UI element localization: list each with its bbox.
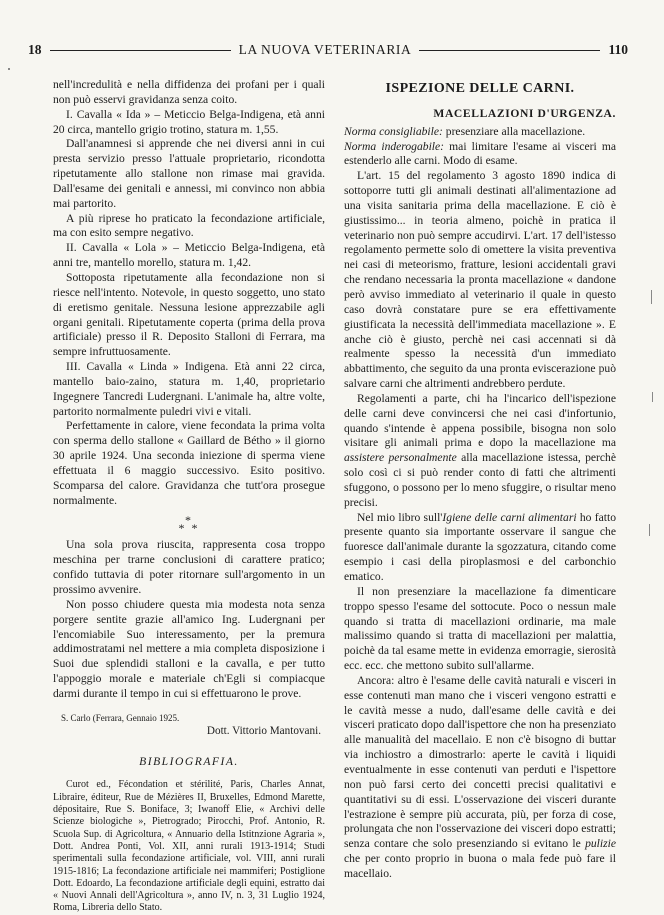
text-run: ho fatto presente quanto sia importante osservare il sangue che fuoresce dall'animale durante la sgozzatura, citando come esempio i casi della piroplasmosi e del carbonchio ematico.	[344, 510, 616, 583]
norma-consigliabile	[344, 125, 616, 140]
paragraph	[344, 392, 616, 511]
norma-text: presenziare alla macellazione.	[442, 124, 586, 138]
paragraph: Perfettamente in calore, viene fecondata la prima volta con sperma dello stallone « Gaillard de Bétho » il giorno 30 aprile 1924. Una seconda iniezione di sperma viene effettuata il 6 maggio successivo. Esito positivo. Scomparsa del calore. Gravidanza che tutt'ora prosegue normalmente.	[53, 419, 325, 507]
italic-run: pulizie	[585, 837, 616, 851]
section-title: ISPEZIONE DELLE CARNI.	[385, 81, 575, 96]
text-run: che per conto proprio in buona o mala fede può fare il macellaio.	[344, 852, 616, 880]
paragraph: II. Cavalla « Lola » – Meticcio Belga-Indigena, età anni tre, mantello morello, statura m. 1,42.	[53, 241, 325, 270]
paragraph: A più riprese ho praticato la fecondazione artificiale, ma con esito sempre negativo.	[53, 211, 325, 240]
header-rule-left	[50, 50, 231, 51]
section-separator: * * *	[178, 513, 200, 536]
dateline: S. Carlo (Ferrara, Gennaio 1925.	[61, 712, 180, 723]
paragraph: III. Cavalla « Linda » Indigena. Età anni 22 circa, mantello baio-zaino, statura m. 1,40, proprietario Ingegnere Tancredi Ludergnani. L'animale ha, altre volte, partorito normalmente puledri vivi e vitali.	[53, 360, 325, 418]
text-run: alla macellazione istessa, perchè solo così ci si può render conto di fatti che altrimenti sfuggono, o possono per lo meno sfuggire, o risultar meno precisi.	[344, 451, 617, 509]
scan-mark	[649, 524, 650, 536]
italic-run: assistere personalmente	[344, 451, 457, 465]
header-rule-right	[419, 50, 600, 51]
norma-inderogabile	[344, 140, 616, 170]
paragraph: Sottoposta ripetutamente alla fecondazione non si riesce nell'intento. Notevole, in questo soggetto, uno stato di eretismo genitale. Nessuna lesione apprezzabile agli organi genitali. Ripetutamente coperta (prima della prova artificiale) presso il R. Deposito Stalloni di Ferrara, ma sempre infruttuosamente.	[53, 270, 325, 359]
scan-mark	[8, 68, 10, 70]
paragraph	[344, 674, 616, 882]
paragraph: nell'incredulità e nella diffidenza dei profani per i quali non può esservi gravidanza senza coito.	[53, 78, 325, 106]
scan-mark	[652, 392, 653, 402]
left-column	[53, 78, 325, 915]
right-column	[344, 78, 616, 882]
bibliography-entry: Curot ed., Fécondation et stérilité, Paris, Charles Annat, Libraire, éditeur, Rue de Mézières II, Bruxelles, Edmond Marette, dépositaire, Rue S. Boniface, 3; Iwanoff Elie, « Archivi delle Scienze biologiche », Pietrogrado; Pirocchi, Prof. Antonio, R. Scuola Sup. di Agricoltura, « Annuario della Istitnzione Agraria », Dott. Andrea Ponti, Vol. XII, anni rurali 1913-1914; Studi sperimentali sulla fecondazione artificiale, vol. VIII, anni rurali 1915-1816; La fecondazione artificiale nei mammiferi; Postiglione Dott. Edoardo, La fecondazione artificiale degli equini, estratto dai « Nuovi Annali dell'Agricoltura », anno IV, n. 3, 31 Luglio 1924, Roma, Libreria dello Stato.	[53, 779, 325, 914]
bibliography-heading: BIBLIOGRAFIA.	[139, 754, 239, 768]
norma-label: Norma inderogabile:	[344, 139, 445, 153]
subsection-title: MACELLAZIONI D'URGENZA.	[433, 106, 616, 120]
page-number-right: 110	[608, 42, 628, 57]
author-signature: Dott. Vittorio Mantovani.	[206, 724, 321, 737]
running-header	[28, 40, 628, 60]
norma-text: mai limitare l'esame ai visceri ma estenderlo alle carni. Modo di esame.	[344, 139, 616, 168]
scan-mark	[651, 290, 652, 304]
paragraph: Il non presenziare la macellazione fa dimenticare troppo spesso l'esame del sottocute. Poco o nessun male quando si tratta di macellazioni ordinarie, ma male malissimo quando si tratta di macellazioni per malattia, poichè da tal esame mette in evidenza emorragie, sierosità ecc. ecc. che mettono subito sull'allarme.	[344, 584, 616, 673]
text-run: Ancora: altro è l'esame delle cavità naturali e visceri in esse contenuti man mano che i visceri vengono estratti e le cavità messe a nudo, dall'esame delle cavità e dei visceri praticato dopo dall'ispettore che non ha presenziato alle manualità del macellaio. E non c'è bisogno di buttar via inchiostro a dimostrarlo: aperte le cavità i liquidi eventualmente in esse contenuti van perduti e l'ispettore non può farsi certo dei concetti precisi qualitativi e quantitativi su di essi. L'osservazione dei visceri durante l'estrazione è sempre più accurata, più, per forza di cose, prolungata che non l'osservazione dei visceri dopo estratti; senza contare che solo presenziando si evitano le	[344, 673, 616, 851]
journal-title: LA NUOVA VETERINARIA	[238, 42, 412, 57]
text-run: Nel mio libro sull'	[357, 510, 443, 524]
paragraph: L'art. 15 del regolamento 3 agosto 1890 indica di sottoporre tutti gli animali destinati all'alimentazione ad una visita sanitaria prima della macellazione. E ciò è giustissimo... in teoria almeno, poichè in pratica il veterinario non può sempre accudirvi. L'art. 17 dell'istesso regolamento permette solo di omettere la visita preventiva nei casi di meteorismo, fratture, lesioni accidentali gravi che rendano necessaria la pronta macellazione « dandone però avviso immediato al veterinario il quale in questo caso dovrà constatare pure se era effettivamente giustificata la necessità dell'immediata macellazione ». E anche ciò è giusto, perchè nei casi accennati si dà realmente spesso la necessità d'un immediato abbattimento, che seguito da una pronta eviscerazione può salvare carni che altrimenti andrebbero perdute.	[344, 169, 616, 391]
paragraph: Non posso chiudere questa mia modesta nota senza porgere sentite grazie all'amico Ing. Ludergnani per l'encomiabile Suo interessamento, per la premura addimostratami nel mettere a mia completa disposizione i Suoi due splendidi stalloni e la cavalla, e per tutto l'appoggio morale e materiale ch'Egli si compiacque darmi durante il tempo in cui si effettuarono le prove.	[53, 597, 325, 700]
paragraph: I. Cavalla « Ida » – Meticcio Belga-Indigena, età anni 20 circa, mantello grigio trotino, statura m. 1,55.	[53, 107, 325, 136]
page-number-left: 18	[28, 42, 42, 57]
norma-label: Norma consigliabile:	[344, 124, 443, 138]
paragraph: Una sola prova riuscita, rappresenta cosa troppo meschina per trarne conclusioni di carattere pratico; confido tuttavia di poter ritornare sull'argomento in un prossimo avvenire.	[53, 538, 325, 596]
paragraph: Dall'anamnesi si apprende che nei diversi anni in cui presta servizio presso l'attuale proprietario, ricondotta ripetutamente allo stallone non rimase mai gravida. Dall'esame dei genitali e annessi, mi convinco non abbia mai partorito.	[53, 137, 325, 210]
italic-run: Igiene delle carni alimentari	[442, 510, 577, 524]
paragraph	[344, 511, 616, 585]
text-run: Regolamenti a parte, chi ha l'incarico dell'ispezione delle carni deve convincersi che nei casi d'infortunio, quando s'intende è appena possibile, bisogna non solo visitare gli animali prima e dopo la macellazione ma	[344, 391, 616, 450]
